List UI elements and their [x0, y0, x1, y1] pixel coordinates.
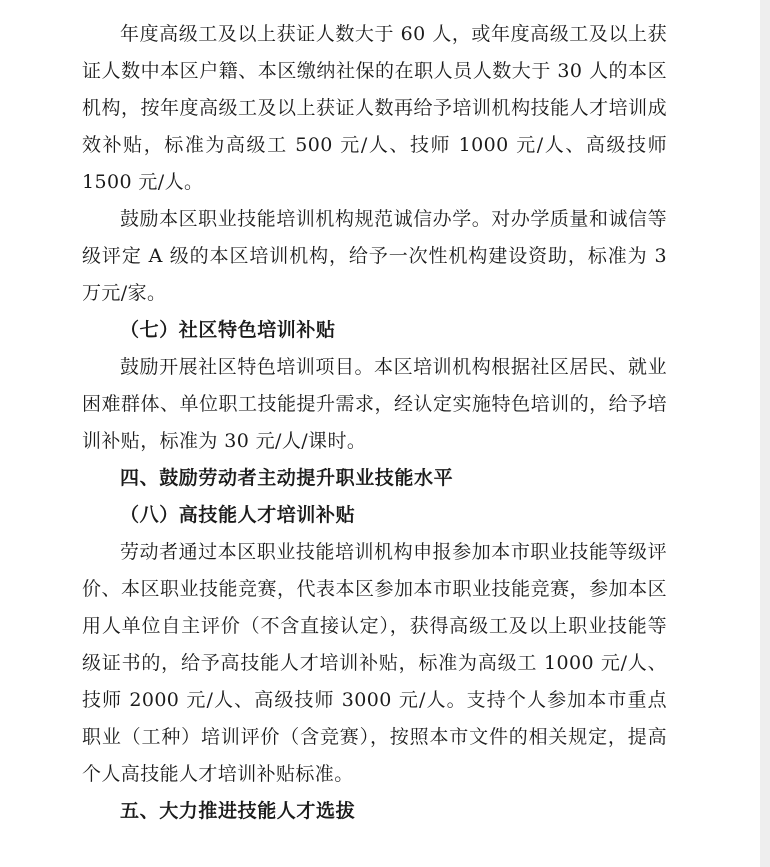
paragraph-integrity-funding: 鼓励本区职业技能培训机构规范诚信办学。对办学质量和诚信等级评定 A 级的本区培训机构，给予一次性机构建设资助，标准为 3 万元/家。: [82, 208, 667, 304]
section-heading-high-skill-subsidy: （八）高技能人才培训补贴: [120, 504, 356, 526]
paragraph-subsidy-criteria: 年度高级工及以上获证人数大于 60 人，或年度高级工及以上获证人数中本区户籍、本区缴纳社保的在职人员人数大于 30 人的本区机构，按年度高级工及以上获证人数再给予培训机构技能人才培训成效补贴，标准为高级工 500 元/人、技师 1000 元/人、高级技师 1500 元/人。: [82, 23, 667, 193]
section-heading-talent-selection: 五、大力推进技能人才选拔: [120, 800, 356, 822]
paragraph-community-training: 鼓励开展社区特色培训项目。本区培训机构根据社区居民、就业困难群体、单位职工技能提升需求，经认定实施特色培训的，给予培训补贴，标准为 30 元/人/课时。: [82, 356, 667, 452]
paragraph-high-skill-subsidy: 劳动者通过本区职业技能培训机构申报参加本市职业技能等级评价、本区职业技能竞赛，代表本区参加本市职业技能竞赛，参加本区用人单位自主评价（不含直接认定），获得高级工及以上职业技能等级证书的，给予高技能人才培训补贴，标准为高级工 1000 元/人、技师 2000 元/人、高级技师 3000 元/人。支持个人参加本市重点职业（工种）培训评价（含竞赛），按照本市文件的相关规定，提高个人高技能人才培训补贴标准。: [82, 541, 667, 785]
page-edge: [760, 0, 770, 867]
section-heading-encourage-workers: 四、鼓励劳动者主动提升职业技能水平: [120, 467, 454, 489]
section-heading-community-training: （七）社区特色培训补贴: [120, 319, 336, 341]
document-body: [82, 16, 667, 830]
